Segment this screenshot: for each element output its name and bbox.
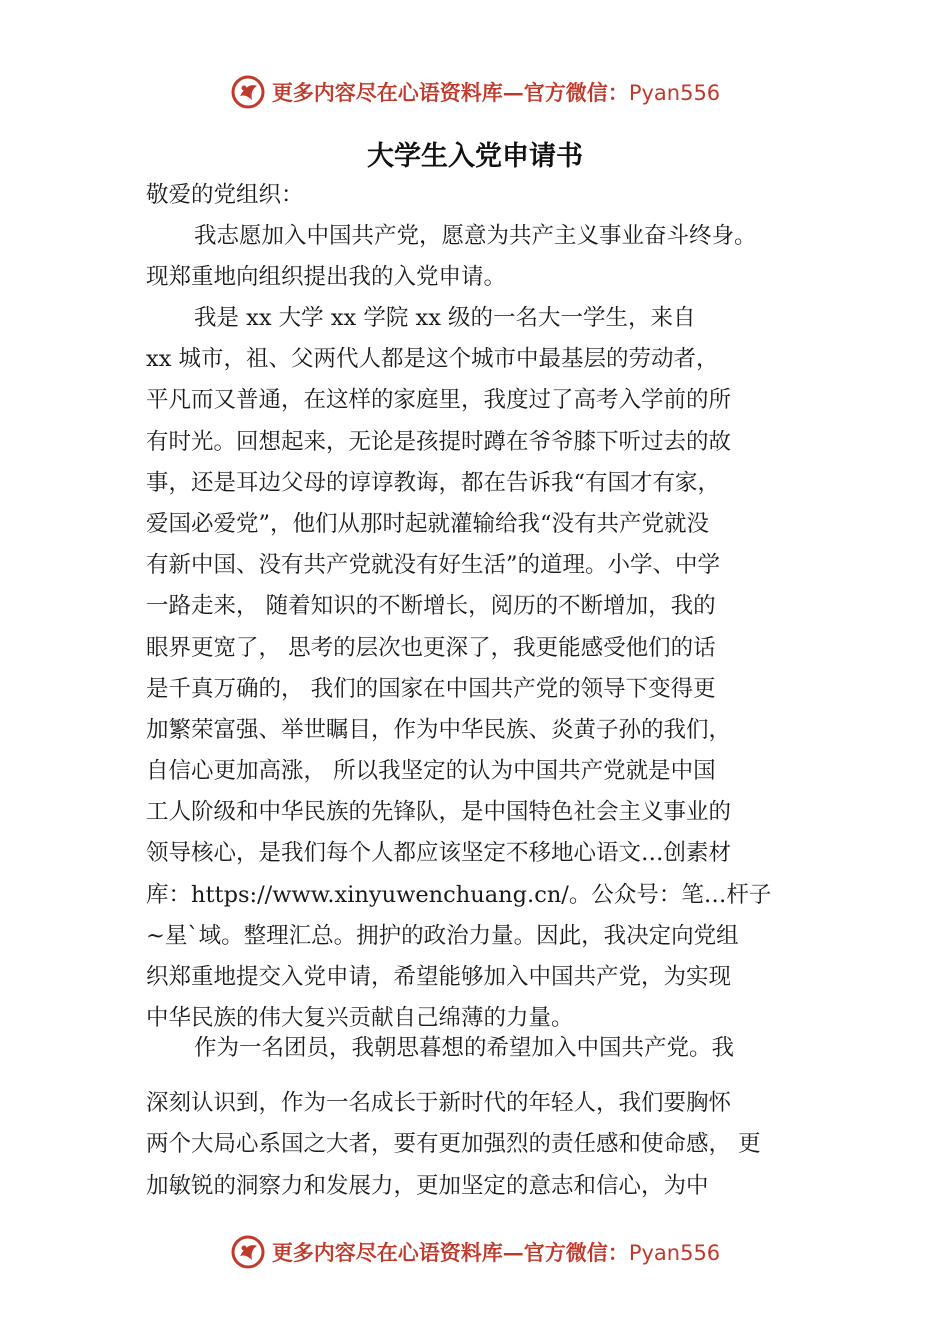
text-line: 领导核心，是我们每个人都应该坚定不移地心语文…创素材	[146, 840, 732, 867]
text-line: 有时光。回想起来，无论是孩提时蹲在爷爷膝下听过去的故	[146, 428, 732, 455]
text-line: 中华民族的伟大复兴贡献自己绵薄的力量。	[146, 1005, 574, 1032]
header-banner	[0, 70, 950, 114]
text-line: 两个大局心系国之大者，要有更加强烈的责任感和使命感， 更	[146, 1131, 761, 1158]
page-title: 大学生入党申请书	[367, 141, 583, 172]
text-line: 加繁荣富强、举世瞩目，作为中华民族、炎黄子孙的我们，	[146, 716, 732, 743]
text-line: 一路走来， 随着知识的不断增长，阅历的不断增加，我的	[146, 593, 716, 620]
text-line: 现郑重地向组织提出我的入党申请。	[146, 264, 507, 291]
text-line: 眼界更宽了， 思考的层次也更深了，我更能感受他们的话	[146, 634, 716, 661]
paragraph-3	[146, 1028, 826, 1207]
text-line: 加敏锐的洞察力和发展力，更加坚定的意志和信心，为中	[146, 1172, 709, 1199]
text-line: 我是 xx 大学 xx 学院 xx 级的一名大一学生，来自	[194, 305, 696, 331]
salutation: 敬爱的党组织：	[146, 182, 304, 208]
paragraph-2	[146, 298, 826, 1039]
text-line: 平凡而又普通，在这样的家庭里，我度过了高考入学前的所	[146, 387, 732, 414]
text-line: 有新中国、没有共产党就没有好生活”的道理。小学、中学	[146, 552, 721, 579]
text-line: xx 城市，祖、父两代人都是这个城市中最基层的劳动者，	[146, 346, 719, 373]
wechat-id: Pyan556	[628, 81, 721, 105]
banner-text: 更多内容尽在心语资料库—官方微信：Pyan556	[271, 1240, 721, 1265]
text-line: 深刻认识到，作为一名成长于新时代的年轻人，我们要胸怀	[146, 1090, 732, 1117]
text-line: 是千真万确的， 我们的国家在中国共产党的领导下变得更	[146, 675, 716, 702]
text-line: 自信心更加高涨， 所以我坚定的认为中国共产党就是中国	[146, 758, 716, 785]
brand-logo-icon	[230, 1234, 266, 1270]
text-line: 事，还是耳边父母的谆谆教诲，都在告诉我“有国才有家，	[146, 469, 721, 496]
text-line: 库：https://www.xinyuwenchuang.cn/。公众号：笔…杆子	[146, 881, 772, 908]
text-line: 爱国必爱党”，他们从那时起就灌输给我“没有共产党就没	[146, 510, 710, 537]
text-line: 作为一名团员，我朝思暮想的希望加入中国共产党。我	[194, 1035, 735, 1061]
text-line: 织郑重地提交入党申请，希望能够加入中国共产党，为实现	[146, 964, 732, 990]
brand-logo-icon	[230, 74, 266, 110]
text-line: 我志愿加入中国共产党，愿意为共产主义事业奋斗终身。	[194, 223, 757, 249]
wechat-id: Pyan556	[628, 1241, 721, 1265]
text-line: ~星`域。整理汇总。拥护的政治力量。因此，我决定向党组	[146, 922, 739, 949]
paragraph-1	[146, 216, 826, 298]
footer-banner	[0, 1230, 950, 1274]
text-line: 工人阶级和中华民族的先锋队，是中国特色社会主义事业的	[146, 799, 732, 826]
banner-text: 更多内容尽在心语资料库—官方微信：Pyan556	[271, 80, 721, 105]
